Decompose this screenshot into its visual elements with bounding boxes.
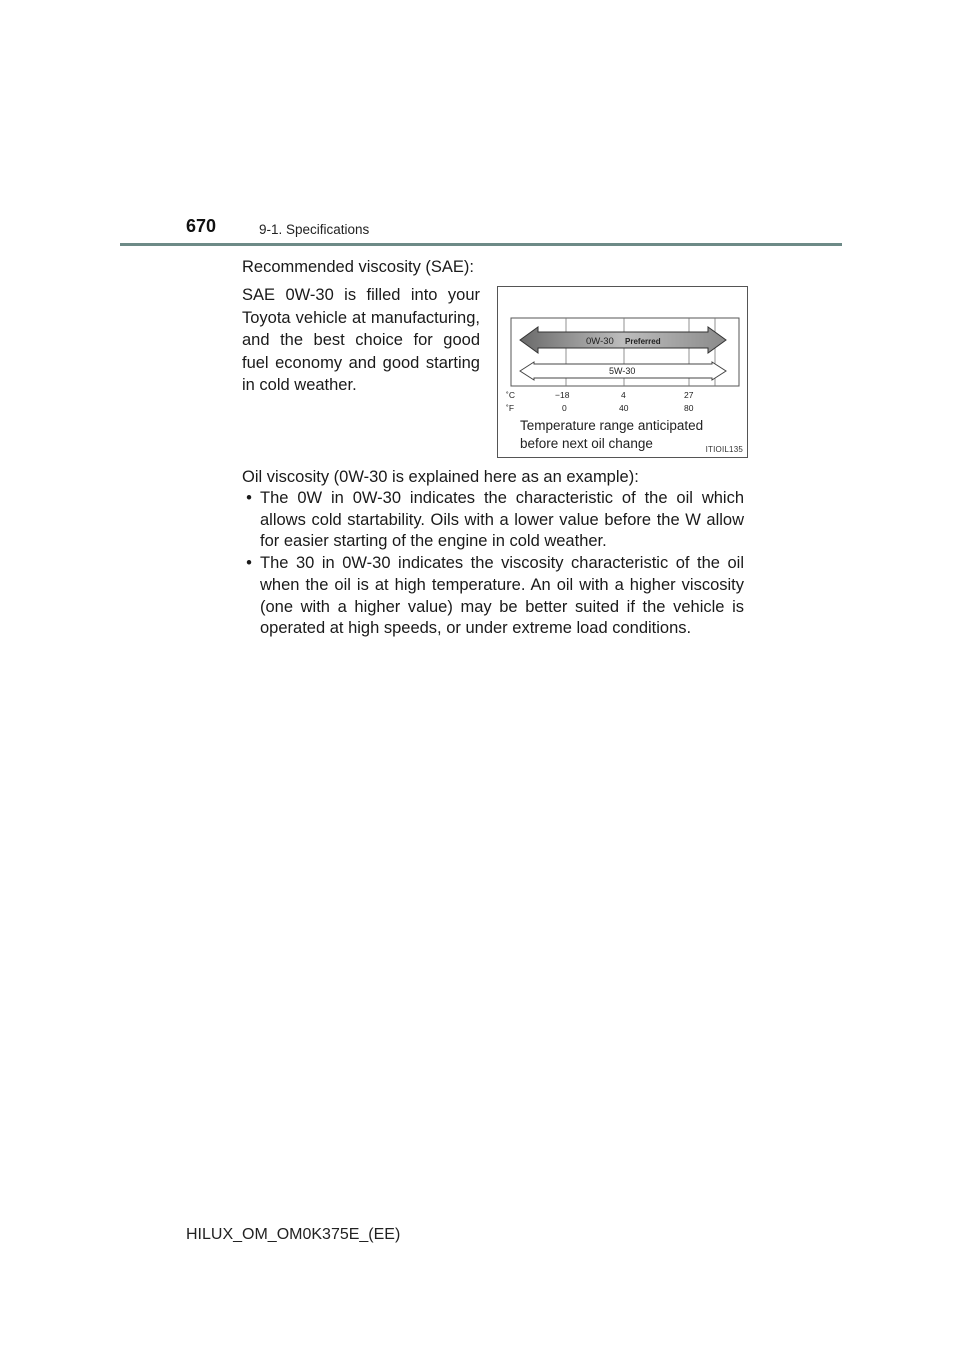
list-item (242, 553, 744, 640)
fahrenheit-tick: 40 (619, 403, 629, 413)
celsius-tick: 4 (621, 390, 626, 400)
recommended-viscosity-heading: Recommended viscosity (SAE): (242, 258, 474, 276)
viscosity-temperature-figure (497, 286, 748, 458)
oil-0w30-label: 0W-30 (586, 336, 614, 347)
figure-code: ITIOIL135 (705, 445, 743, 454)
intro-paragraph: SAE 0W-30 is filled into your Toyota vehicle at manufacturing, and the best choice for good fuel economy and good starting in cold weather. (242, 286, 480, 394)
document-id-footer: HILUX_OM_OM0K375E_(EE) (186, 1226, 401, 1243)
viscosity-bullet-list (242, 488, 744, 640)
page-number: 670 (186, 216, 217, 236)
fahrenheit-tick: 0 (562, 403, 567, 413)
figure-caption-line1: Temperature range anticipated (520, 418, 704, 433)
preferred-label: Preferred (625, 337, 661, 346)
figure-caption-line2: before next oil change (520, 436, 653, 451)
viscosity-intro: Oil viscosity (0W-30 is explained here as an example): (242, 468, 639, 486)
header-rule (120, 243, 842, 246)
fahrenheit-tick: 80 (684, 403, 694, 413)
figure-caption (520, 417, 703, 453)
section-title: 9-1. Specifications (259, 222, 370, 237)
bullet-text: The 30 in 0W-30 indicates the viscosity characteristic of the oil when the oil is at high temperature. An oil with a higher viscosity (one with a higher value) may be better suited if the vehicle is operated at high speeds, or under extreme load conditions. (260, 554, 744, 638)
bullet-glyph: • (246, 489, 252, 507)
fahrenheit-unit: ˚F (506, 403, 515, 413)
celsius-unit: ˚C (506, 390, 515, 400)
list-item (242, 488, 744, 553)
oil-5w30-label: 5W-30 (609, 366, 636, 376)
bullet-text: The 0W in 0W-30 indicates the characteristic of the oil which allows cold startability. Oils with a lower value before the W allow for easier starting of the engine in cold weather. (260, 489, 744, 551)
celsius-tick: 27 (684, 390, 694, 400)
celsius-tick: −18 (555, 390, 570, 400)
bullet-glyph: • (246, 554, 252, 573)
